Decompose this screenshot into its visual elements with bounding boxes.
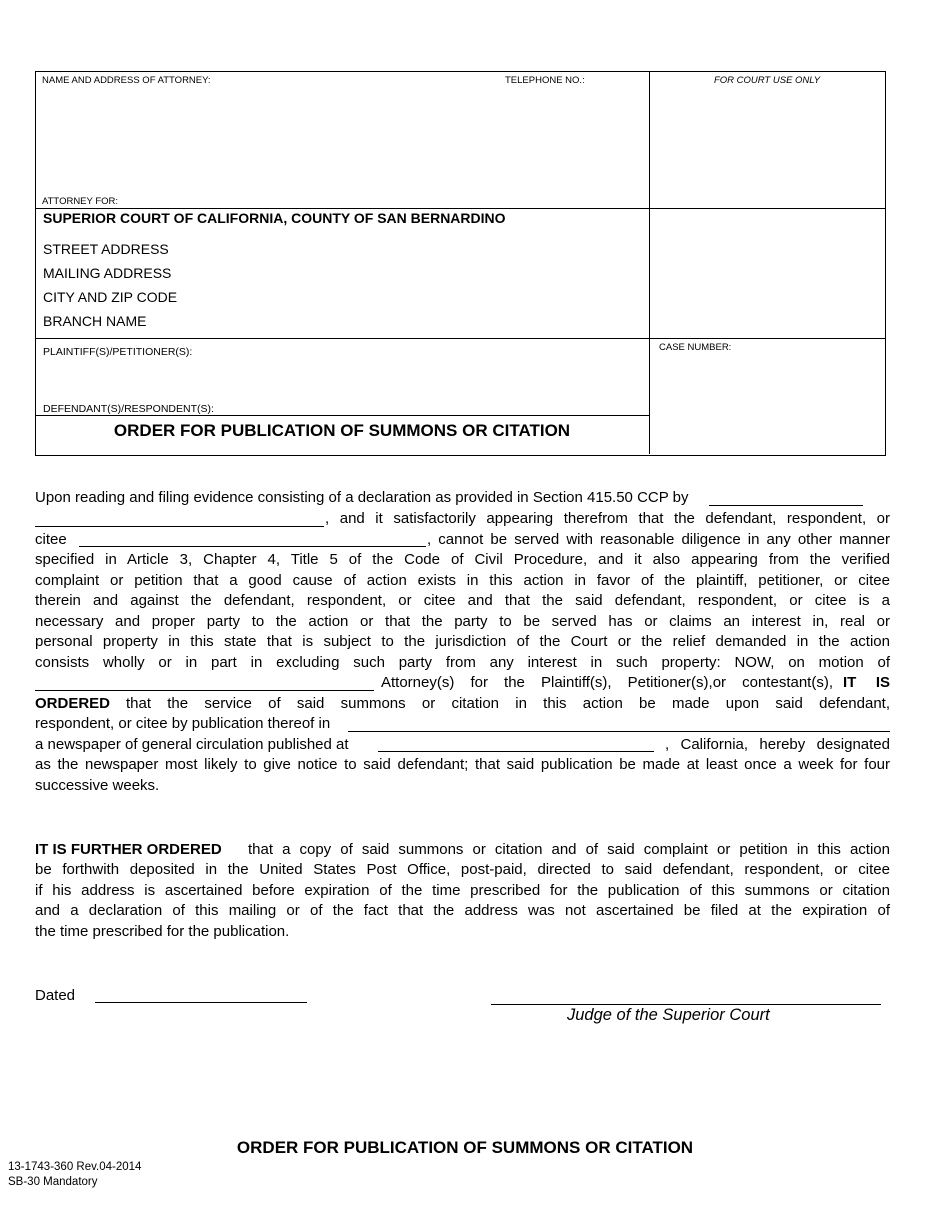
moving-attorney-line xyxy=(35,690,374,691)
court-use-label: FOR COURT USE ONLY xyxy=(713,75,821,86)
judge-label: Judge of the Superior Court xyxy=(567,1006,770,1024)
form-title: ORDER FOR PUBLICATION OF SUMMONS OR CITATION xyxy=(113,421,571,440)
body-line-3: , cannot be served with reasonable diligence in any other manner xyxy=(427,531,890,548)
body-line-13b: , California, hereby designated xyxy=(665,736,890,753)
case-number-label: CASE NUMBER: xyxy=(659,342,732,353)
branch-name-label: BRANCH NAME xyxy=(43,313,147,329)
caption-divider xyxy=(649,71,650,454)
citee-name-line xyxy=(79,546,426,547)
body-line-12: respondent, or citee by publication thereof in xyxy=(35,715,331,732)
para2-line-5: the time prescribed for the publication. xyxy=(35,923,290,940)
form-number: 13-1743-360 Rev.04-2014 xyxy=(8,1161,142,1173)
judge-signature-line xyxy=(491,1004,881,1005)
body-line-13: a newspaper of general circulation published at xyxy=(35,736,349,753)
para2-line-2: be forthwith deposited in the United States Post Office, post-paid, directed to said defendant, respondent, or citee xyxy=(35,861,890,878)
para2-line-1: that a copy of said summons or citation and of said complaint or petition in this action xyxy=(248,841,890,858)
footer-title: ORDER FOR PUBLICATION OF SUMMONS OR CITATION xyxy=(236,1138,694,1157)
date-line xyxy=(95,1002,307,1003)
publication-city-line xyxy=(378,751,654,752)
mailing-address-label: MAILING ADDRESS xyxy=(43,265,172,281)
body-line-9: consists wholly or in part in excluding such party from any interest in such property: NOW, on motion of xyxy=(35,654,890,671)
body-line-5: complaint or petition that a good cause of action exists in this action in favor of the plaintiff, petitioner, or citee xyxy=(35,572,890,589)
court-section-divider xyxy=(35,338,885,339)
para2-line-3: if his address is ascertained before expiration of the time prescribed for the publication of this summons or citation xyxy=(35,882,890,899)
attorney-section-divider xyxy=(35,208,885,209)
body-line-8: personal property in this state that is subject to the jurisdiction of the Court or the relief demanded in the action xyxy=(35,633,890,650)
para2-line-4: and a declaration of this mailing or of the fact that the address was not ascertained be filed at the expiration of xyxy=(35,902,890,919)
citee-label: citee xyxy=(35,531,67,548)
dated-label: Dated xyxy=(35,987,76,1004)
caption-box xyxy=(35,71,886,456)
body-line-10: Attorney(s) for the Plaintiff(s), Petitioner(s),or contestant(s), xyxy=(381,674,833,691)
it-is-bold: IT IS xyxy=(843,674,890,691)
body-line-2: , and it satisfactorily appearing therefrom that the defendant, respondent, or xyxy=(325,510,890,527)
title-divider xyxy=(35,415,649,416)
plaintiff-label: PLAINTIFF(S)/PETITIONER(S): xyxy=(43,346,193,358)
street-address-label: STREET ADDRESS xyxy=(43,241,169,257)
declarant-line xyxy=(709,505,863,506)
declarant-line-2 xyxy=(35,526,324,527)
body-line-11: that the service of said summons or citation in this action be made upon said defendant, xyxy=(126,695,890,712)
city-zip-label: CITY AND ZIP CODE xyxy=(43,289,178,305)
ordered-bold: ORDERED xyxy=(35,695,111,712)
attorney-for-label: ATTORNEY FOR: xyxy=(42,196,119,207)
attorney-name-label: NAME AND ADDRESS OF ATTORNEY: xyxy=(42,75,211,86)
mandatory-label: SB-30 Mandatory xyxy=(8,1176,98,1188)
body-line-6: therein and against the defendant, respondent, or citee and that the said defendant, respondent, or citee is a xyxy=(35,592,890,609)
defendant-label: DEFENDANT(S)/RESPONDENT(S): xyxy=(43,403,214,415)
body-line-4: specified in Article 3, Chapter 4, Title 5 of the Code of Civil Procedure, and it also appearing from the verified xyxy=(35,551,890,568)
body-line-7: necessary and proper party to the action or that the party to be served has or claims an interest in, real or xyxy=(35,613,890,630)
newspaper-name-line xyxy=(348,731,890,732)
telephone-label: TELEPHONE NO.: xyxy=(505,75,585,86)
body-line-14: as the newspaper most likely to give notice to said defendant; that said publication be made at least once a week for four xyxy=(35,756,890,773)
body-line-15: successive weeks. xyxy=(35,777,160,794)
further-ordered-bold: IT IS FURTHER ORDERED xyxy=(35,841,222,858)
court-name: SUPERIOR COURT OF CALIFORNIA, COUNTY OF SAN BERNARDINO xyxy=(43,210,506,226)
body-line-1: Upon reading and filing evidence consisting of a declaration as provided in Section 415.50 CCP by xyxy=(35,489,689,506)
